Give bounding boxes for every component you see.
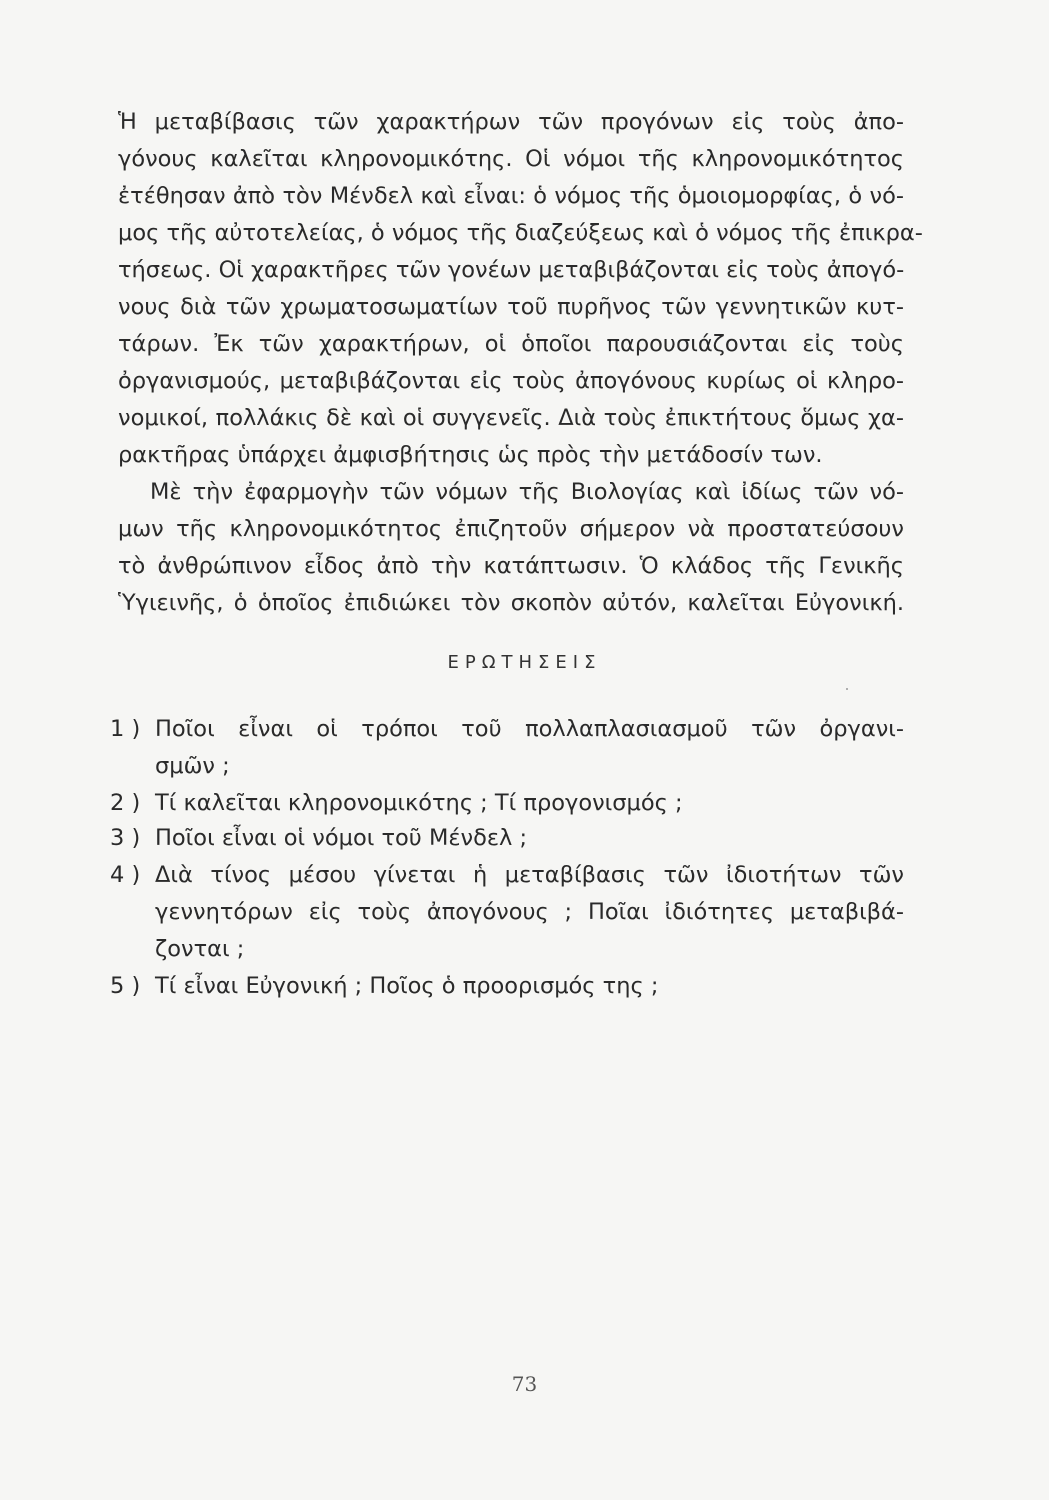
text-line: γόνους καλεῖται κληρονομικότης. Οἱ νόμοι τῆς κληρονομικότητος: [118, 146, 904, 172]
page-number: 73: [511, 1372, 538, 1396]
question-2-line-1: Τί καλεῖται κληρονομικότης ; Τί προγονισμός ;: [155, 790, 683, 816]
question-number-4: 4 ): [110, 862, 141, 888]
question-3-line-1: Ποῖοι εἶναι οἱ νόμοι τοῦ Μένδελ ;: [155, 825, 528, 851]
question-number-1: 1 ): [110, 716, 141, 742]
text-line: τὸ ἀνθρώπινον εἶδος ἀπὸ τὴν κατάπτωσιν. Ὁ κλάδος τῆς Γενικῆς: [118, 553, 904, 579]
text-line: Μὲ τὴν ἐφαρμογὴν τῶν νόμων τῆς Βιολογίας καὶ ἰδίως τῶν νό-: [150, 479, 904, 505]
question-number-2: 2 ): [110, 790, 141, 816]
questions-heading: ΕΡΩΤΗΣΕΙΣ: [447, 652, 602, 673]
text-line: Ὑγιεινῆς, ὁ ὁποῖος ἐπιδιώκει τὸν σκοπὸν αὐτόν, καλεῖται Εὐγονική.: [118, 590, 904, 616]
text-line: ὀργανισμούς, μεταβιβάζονται εἰς τοὺς ἀπογόνους κυρίως οἱ κληρο-: [118, 368, 904, 394]
text-line: μων τῆς κληρονομικότητος ἐπιζητοῦν σήμερον νὰ προστατεύσουν: [118, 516, 904, 542]
text-line: νους διὰ τῶν χρωματοσωματίων τοῦ πυρῆνος τῶν γεννητικῶν κυτ-: [118, 294, 904, 320]
text-line: ρακτῆρας ὑπάρχει ἀμφισβήτησις ὡς πρὸς τὴν μετάδοσίν των.: [118, 442, 823, 468]
text-line: ἐτέθησαν ἀπὸ τὸν Μένδελ καὶ εἶναι: ὁ νόμος τῆς ὁμοιομορφίας, ὁ νό-: [118, 183, 904, 209]
scan-speck: [846, 688, 848, 690]
text-line: τήσεως. Οἱ χαρακτῆρες τῶν γονέων μεταβιβάζονται εἰς τοὺς ἀπογό-: [118, 257, 905, 283]
question-4-line-3: ζονται ;: [155, 936, 245, 962]
question-4-line-1: Διὰ τίνος μέσου γίνεται ἡ μεταβίβασις τῶν ἰδιοτήτων τῶν: [155, 862, 904, 888]
question-number-3: 3 ): [110, 825, 141, 851]
question-number-5: 5 ): [110, 973, 141, 999]
text-line: νομικοί, πολλάκις δὲ καὶ οἱ συγγενεῖς. Διὰ τοὺς ἐπικτήτους ὅμως χα-: [118, 405, 904, 431]
question-1-line-2: σμῶν ;: [155, 753, 230, 779]
text-line: μος τῆς αὐτοτελείας, ὁ νόμος τῆς διαζεύξεως καὶ ὁ νόμος τῆς ἐπικρα-: [118, 220, 923, 246]
question-1-line-1: Ποῖοι εἶναι οἱ τρόποι τοῦ πολλαπλασιασμοῦ τῶν ὀργανι-: [155, 716, 904, 742]
text-line: Ἡ μεταβίβασις τῶν χαρακτήρων τῶν προγόνων εἰς τοὺς ἀπο-: [118, 109, 904, 135]
question-5-line-1: Τί εἶναι Εὐγονική ; Ποῖος ὁ προορισμός της ;: [155, 973, 659, 999]
question-4-line-2: γεννητόρων εἰς τοὺς ἀπογόνους ; Ποῖαι ἰδιότητες μεταβιβά-: [155, 899, 904, 925]
text-line: τάρων. Ἐκ τῶν χαρακτήρων, οἱ ὁποῖοι παρουσιάζονται εἰς τοὺς: [118, 331, 904, 357]
